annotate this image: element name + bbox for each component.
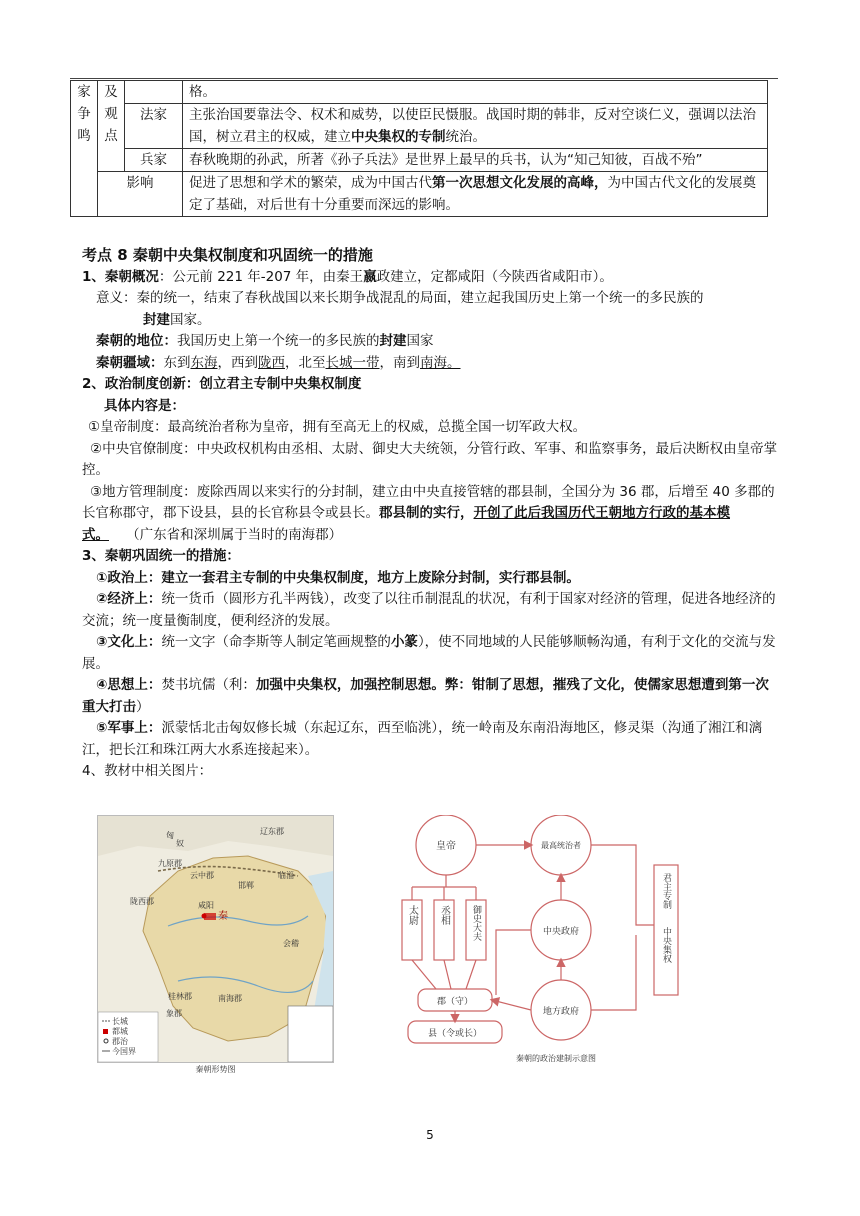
map-label-longxi: 陇西郡 xyxy=(130,897,154,906)
map-label-xiongnu-1: 匈 xyxy=(166,831,174,840)
political-structure-figure xyxy=(396,815,696,1065)
map-label-xianyang: 咸阳 xyxy=(198,901,214,910)
map-label-qin: 秦 xyxy=(218,911,228,922)
row-text-military: 春秋晚期的孙武，所著《孙子兵法》是世界上最早的兵书，认为“知己知彼，百战不殆” xyxy=(183,149,768,172)
centralization-label: 中央集权 xyxy=(661,927,671,963)
map-legend-greatwall: 长城 xyxy=(112,1017,128,1026)
map-legend-prefecture: 郡治 xyxy=(112,1037,128,1046)
qin-meaning: 意义：秦的统一，结束了春秋战国以来长期争战混乱的局面，建立起我国历史上第一个统一的多民族的 封建国家。 xyxy=(96,290,704,328)
page-number: 5 xyxy=(426,1128,434,1142)
row-text-legalism: 主张治国要靠法令、权术和威势，以使臣民慑服。战国时期的韩非，反对空谈仁义，强调以法治国，树立君主的权威，建立中央集权的专制统治。 xyxy=(183,104,768,149)
xian-label: 县（令或长） xyxy=(427,1029,483,1039)
diagram-caption: 秦朝的政治建制示意图 xyxy=(516,1054,596,1063)
measure-economic: ②经济上：统一货币（圆形方孔半两钱），改变了以往币制混乱的状况，有利于国家对经济的管理，促进各地经济的交流；统一度量衡制度，便利经济的发展。 xyxy=(82,591,776,629)
jun-label: 郡（守） xyxy=(436,997,474,1007)
consolidation-heading: 3、秦朝巩固统一的措施： xyxy=(82,548,240,564)
taiwei-label: 太尉 xyxy=(406,905,418,925)
school-cell-empty xyxy=(125,81,183,104)
map-label-kuaiji: 会稽 xyxy=(283,939,299,948)
qin-map-image xyxy=(97,815,334,1074)
map-label-guilin: 桂林郡 xyxy=(168,992,192,1001)
col-b-cell: 及观点 xyxy=(98,81,125,172)
autocracy-label: 君主专制 xyxy=(661,873,671,909)
map-label-liaodong: 辽东郡 xyxy=(260,827,284,836)
qin-territory: 秦朝疆域：东到东海，西到陇西，北至长城一带，南到南海。 xyxy=(96,354,461,371)
map-label-yunzhong: 云中郡 xyxy=(190,871,214,880)
measure-ideological: ④思想上：焚书坑儒（利：加强中央集权，加强控制思想。弊：钳制了思想，摧残了文化，使儒家思想遭到第一次重大打击） xyxy=(82,677,769,715)
political-system-heading: 2、政治制度创新：创立君主专制中央集权制度 xyxy=(82,376,362,392)
qin-overview: 1、秦朝概况：公元前 221 年-207 年，由秦王嬴政建立，定都咸阳（今陕西省咸阳市）。 xyxy=(82,268,613,285)
section-title: 考点 8 秦朝中央集权制度和巩固统一的措施 xyxy=(82,246,373,264)
local-gov-label: 地方政府 xyxy=(542,1007,580,1017)
specific-content-label: 具体内容是： xyxy=(104,397,185,414)
emperor-label: 皇帝 xyxy=(436,841,456,852)
chengxiang-label: 丞相 xyxy=(438,905,450,925)
qin-map-figure xyxy=(98,816,333,1062)
top-rule xyxy=(70,78,778,79)
row-text-influence: 促进了思想和学术的繁荣，成为中国古代第一次思想文化发展的高峰，为中国古代文化的发展奠定了基础，对后世有十分重要而深远的影响。 xyxy=(183,172,768,217)
yushi-label: 御史大夫 xyxy=(471,905,481,941)
measure-cultural: ③文化上：统一文字（命李斯等人制定笔画规整的小篆），使不同地域的人民能够顺畅沟通，有利于文化的交流与发展。 xyxy=(82,634,776,672)
measure-political: ①政治上：建立一套君主专制的中央集权制度，地方上废除分封制，实行郡县制。 xyxy=(96,569,580,586)
map-legend-border: 今国界 xyxy=(112,1047,136,1056)
map-label-linzi: 临淄 xyxy=(278,871,294,880)
map-legend-capital: 都城 xyxy=(112,1027,128,1036)
influence-cell: 影响 xyxy=(98,172,183,217)
central-gov-label: 中央政府 xyxy=(542,927,580,937)
qin-political-diagram xyxy=(396,815,696,1065)
map-label-nanhai: 南海郡 xyxy=(218,994,242,1003)
qin-status: 秦朝的地位：我国历史上第一个统一的多民族的封建国家 xyxy=(96,333,434,349)
central-bureaucracy: ②中央官僚制度：中央政权机构由丞相、太尉、御史大夫统领，分管行政、军事、和监察事务，最后决断权由皇帝掌控。 xyxy=(82,440,778,478)
hundred-schools-table xyxy=(70,80,768,217)
row-text: 格。 xyxy=(183,81,768,104)
map-label-handan: 邯郸 xyxy=(238,881,254,890)
supreme-ruler-label: 最高统治者 xyxy=(541,841,581,850)
school-cell-legalism: 法家 xyxy=(125,104,183,149)
textbook-pictures-label: 4、教材中相关图片： xyxy=(82,763,213,779)
local-administration: ③地方管理制度：废除西周以来实行的分封制，建立由中央直接管辖的郡县制，全国分为 36 郡，后增至 40 多郡的长官称郡守，郡下设县，县的长官称县令或县长。郡县制的实行，开创了此后我国历代王朝地方行政的基本模式。 （广东省和深圳属于当时的南海郡） xyxy=(82,483,775,543)
map-label-jiuyuan: 九原郡 xyxy=(158,859,182,868)
school-cell-military: 兵家 xyxy=(125,149,183,172)
measure-military: ⑤军事上：派蒙恬北击匈奴修长城（东起辽东，西至临洮），统一岭南及东南沿海地区，修灵渠（沟通了湘江和漓江，把长江和珠江两大水系连接起来）。 xyxy=(82,720,763,758)
col-a-cell: 家争鸣 xyxy=(71,81,98,217)
emperor-system: ①皇帝制度：最高统治者称为皇帝，拥有至高无上的权威，总揽全国一切军政大权。 xyxy=(88,419,587,435)
map-label-xiang: 象郡 xyxy=(166,1009,182,1018)
exam-point-section xyxy=(82,245,782,783)
map-caption: 秦朝形势图 xyxy=(195,1065,236,1074)
map-label-xiongnu-2: 奴 xyxy=(176,839,184,848)
